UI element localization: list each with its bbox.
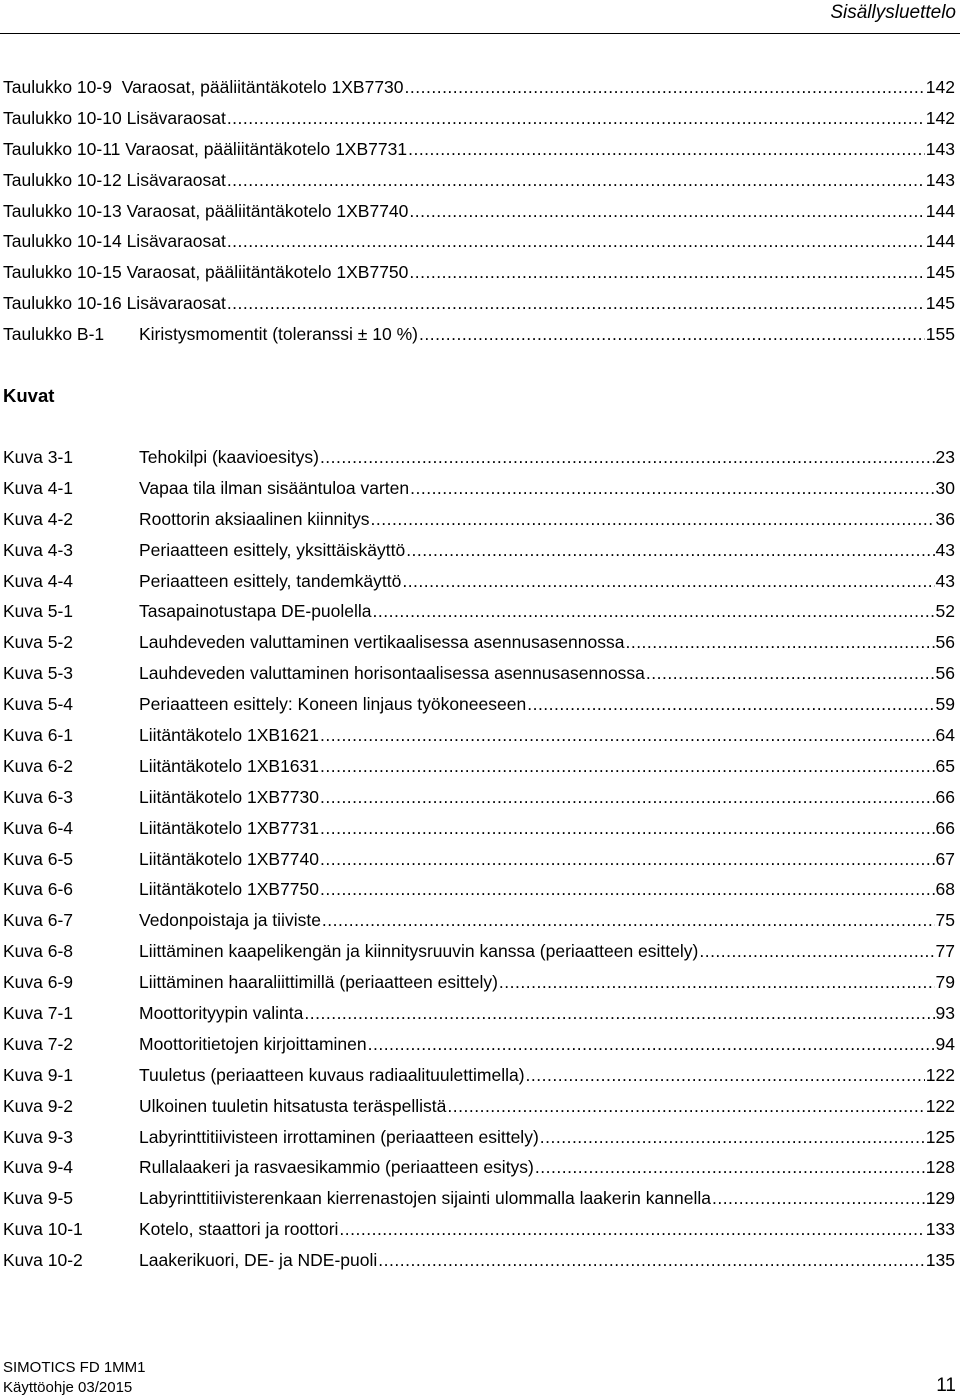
toc-entry-label: Taulukko B-1	[3, 324, 105, 345]
dot-leader	[409, 262, 924, 283]
toc-entry-page: 125	[925, 1126, 955, 1147]
toc-entry[interactable]	[3, 226, 955, 257]
toc-entry[interactable]	[3, 1091, 955, 1122]
toc-entry[interactable]	[3, 751, 955, 782]
toc-entry-page: 122	[925, 1095, 955, 1116]
page-footer	[3, 1358, 146, 1398]
toc-entry-label: Taulukko 10-9	[3, 76, 112, 97]
dot-leader	[625, 632, 934, 653]
toc-entry-label: Taulukko 10-12	[3, 169, 122, 190]
toc-entry-page: 94	[935, 1033, 955, 1054]
toc-entry[interactable]	[3, 72, 955, 103]
toc-entry-page: 122	[925, 1064, 955, 1085]
dot-leader	[227, 170, 925, 191]
tables-list	[3, 72, 955, 350]
toc-entry-label: Kuva 10-2	[3, 1250, 83, 1271]
toc-entry-label: Taulukko 10-15	[3, 262, 122, 283]
toc-entry[interactable]	[3, 782, 955, 813]
toc-entry-label: Kuva 6-2	[3, 755, 74, 776]
toc-entry-title: Rullalaakeri ja rasvaesikammio (periaatteen esitys)	[139, 1157, 534, 1178]
dot-leader	[320, 756, 935, 777]
toc-entry-label: Kuva 9-5	[3, 1188, 74, 1209]
toc-entry[interactable]	[3, 596, 955, 627]
toc-entry-title: Lisävaraosat	[126, 231, 226, 252]
toc-entry-title: Liittäminen haaraliittimillä (periaatteen esittely)	[139, 972, 498, 993]
toc-entry-page: 43	[935, 570, 955, 591]
toc-entry-page: 43	[935, 539, 955, 560]
toc-entry-page: 79	[935, 972, 955, 993]
footer-product: SIMOTICS FD 1MM1	[3, 1359, 146, 1376]
toc-entry-page: 36	[935, 508, 955, 529]
figures-heading: Kuvat	[3, 385, 55, 407]
toc-entry[interactable]	[3, 967, 955, 998]
toc-entry-label: Kuva 6-8	[3, 941, 74, 962]
toc-entry-title: Vapaa tila ilman sisääntuloa varten	[139, 477, 410, 498]
dot-leader	[320, 447, 935, 468]
toc-entry[interactable]	[3, 720, 955, 751]
toc-entry-label: Kuva 9-4	[3, 1157, 74, 1178]
toc-entry-page: 142	[925, 76, 955, 97]
toc-entry-title: Ulkoinen tuuletin hitsatusta teräspellistä	[139, 1095, 447, 1116]
figures-list	[3, 442, 955, 1276]
dot-leader	[320, 818, 935, 839]
toc-entry-title: Moottoritietojen kirjoittaminen	[139, 1033, 367, 1054]
dot-leader	[527, 694, 934, 715]
dot-leader	[227, 231, 925, 252]
toc-entry-label: Taulukko 10-11	[3, 138, 121, 159]
dot-leader	[378, 1250, 925, 1271]
dot-leader	[320, 849, 935, 870]
toc-entry-label: Taulukko 10-16	[3, 293, 122, 314]
toc-entry-label: Taulukko 10-14	[3, 231, 122, 252]
toc-entry-label: Kuva 5-4	[3, 694, 74, 715]
toc-entry-page: 145	[925, 293, 955, 314]
toc-entry[interactable]	[3, 1214, 955, 1245]
toc-entry-title: Liitäntäkotelo 1XB7730	[139, 786, 319, 807]
toc-entry-page: 56	[935, 663, 955, 684]
dot-leader	[227, 293, 925, 314]
toc-entry-title: Varaosat, pääliitäntäkotelo 1XB7750	[126, 262, 409, 283]
toc-entry-page: 68	[935, 879, 955, 900]
toc-entry[interactable]	[3, 134, 955, 165]
toc-entry-title: Tuuletus (periaatteen kuvaus radiaalituulettimella)	[139, 1064, 525, 1085]
toc-entry-page: 23	[935, 446, 955, 467]
toc-entry-page: 93	[935, 1002, 955, 1023]
dot-leader	[402, 571, 934, 592]
toc-entry-page: 143	[925, 169, 955, 190]
toc-entry-title: Labyrinttitiivisterenkaan kierrenastojen sijainti ulommalla laakerin kannella	[139, 1188, 711, 1209]
toc-entry[interactable]	[3, 936, 955, 967]
toc-entry-title: Labyrinttitiivisteen irrottaminen (periaatteen esittely)	[139, 1126, 539, 1147]
toc-entry[interactable]	[3, 1122, 955, 1153]
toc-entry[interactable]	[3, 196, 955, 227]
dot-leader	[409, 201, 924, 222]
footer-page-number: 11	[936, 1375, 956, 1396]
dot-leader	[322, 910, 935, 931]
dot-leader	[373, 601, 935, 622]
header-title: Sisällysluettelo	[830, 2, 956, 23]
toc-entry[interactable]	[3, 1060, 955, 1091]
dot-leader	[320, 725, 935, 746]
toc-entry-page: 142	[925, 107, 955, 128]
toc-entry[interactable]	[3, 905, 955, 936]
toc-entry-title: Varaosat, pääliitäntäkotelo 1XB7730	[121, 76, 404, 97]
dot-leader	[408, 139, 925, 160]
toc-entry-title: Liitäntäkotelo 1XB1631	[139, 755, 319, 776]
toc-entry[interactable]	[3, 627, 955, 658]
toc-entry-page: 144	[925, 200, 955, 221]
toc-entry[interactable]	[3, 504, 955, 535]
toc-entry-title: Tehokilpi (kaavioesitys)	[139, 446, 319, 467]
dot-leader	[526, 1065, 925, 1086]
toc-entry-page: 66	[935, 786, 955, 807]
toc-entry-title: Lisävaraosat	[126, 107, 226, 128]
toc-entry[interactable]	[3, 1153, 955, 1184]
toc-entry-page: 128	[925, 1157, 955, 1178]
toc-entry-title: Kiristysmomentit (toleranssi ± 10 %)	[139, 324, 418, 345]
toc-entry-page: 75	[935, 910, 955, 931]
toc-entry-title: Lisävaraosat	[126, 169, 226, 190]
toc-entry-page: 56	[935, 632, 955, 653]
toc-entry-title: Liittäminen kaapelikengän ja kiinnitysruuvin kanssa (periaatteen esittely)	[139, 941, 699, 962]
toc-entry-label: Kuva 7-1	[3, 1002, 74, 1023]
toc-entry-title: Lauhdeveden valuttaminen horisontaalisessa asennusasennossa	[139, 663, 645, 684]
toc-entry[interactable]	[3, 1183, 955, 1214]
toc-entry[interactable]	[3, 288, 955, 319]
toc-entry-label: Kuva 6-7	[3, 910, 74, 931]
dot-leader	[227, 108, 925, 129]
toc-entry-title: Varaosat, pääliitäntäkotelo 1XB7731	[125, 138, 408, 159]
toc-entry-label: Kuva 4-2	[3, 508, 74, 529]
toc-entry-title: Varaosat, pääliitäntäkotelo 1XB7740	[126, 200, 409, 221]
toc-entry-page: 135	[925, 1250, 955, 1271]
toc-entry-label: Kuva 3-1	[3, 446, 74, 467]
toc-entry-title: Laakerikuori, DE- ja NDE-puoli	[139, 1250, 378, 1271]
toc-entry-label: Kuva 6-6	[3, 879, 74, 900]
toc-entry-page: 143	[925, 138, 955, 159]
toc-entry-label: Kuva 5-1	[3, 601, 74, 622]
toc-entry-label: Kuva 6-3	[3, 786, 74, 807]
toc-entry-title: Moottorityypin valinta	[139, 1002, 304, 1023]
toc-entry-page: 129	[925, 1188, 955, 1209]
toc-entry-page: 67	[935, 848, 955, 869]
dot-leader	[371, 509, 935, 530]
toc-entry[interactable]	[3, 658, 955, 689]
toc-entry-label: Kuva 6-5	[3, 848, 74, 869]
toc-entry-page: 66	[935, 817, 955, 838]
toc-entry[interactable]	[3, 319, 955, 350]
toc-entry[interactable]	[3, 1245, 955, 1276]
toc-entry-page: 155	[925, 324, 955, 345]
toc-entry-title: Kotelo, staattori ja roottori	[139, 1219, 339, 1240]
toc-entry-page: 64	[935, 724, 955, 745]
dot-leader	[447, 1096, 924, 1117]
toc-entry[interactable]	[3, 165, 955, 196]
footer-doc: Käyttöohje 03/2015	[3, 1379, 133, 1396]
toc-entry[interactable]	[3, 844, 955, 875]
toc-entry-label: Kuva 4-1	[3, 477, 74, 498]
dot-leader	[419, 324, 925, 345]
page-header	[0, 0, 960, 24]
dot-leader	[540, 1127, 925, 1148]
dot-leader	[535, 1157, 925, 1178]
toc-entry[interactable]	[3, 998, 955, 1029]
toc-entry-page: 30	[935, 477, 955, 498]
toc-entry[interactable]	[3, 535, 955, 566]
toc-entry-title: Periaatteen esittely: Koneen linjaus työkoneeseen	[139, 694, 527, 715]
table-of-contents	[3, 72, 955, 1276]
toc-entry-title: Vedonpoistaja ja tiiviste	[139, 910, 321, 931]
toc-entry[interactable]	[3, 689, 955, 720]
toc-entry-label: Kuva 6-1	[3, 724, 74, 745]
toc-entry-title: Liitäntäkotelo 1XB7750	[139, 879, 319, 900]
toc-entry-title: Periaatteen esittely, tandemkäyttö	[139, 570, 402, 591]
toc-entry[interactable]	[3, 257, 955, 288]
toc-entry-label: Kuva 10-1	[3, 1219, 83, 1240]
toc-entry-page: 133	[925, 1219, 955, 1240]
toc-entry-label: Kuva 7-2	[3, 1033, 74, 1054]
dot-leader	[368, 1034, 935, 1055]
dot-leader	[406, 540, 934, 561]
toc-entry-title: Liitäntäkotelo 1XB7731	[139, 817, 319, 838]
toc-entry-title: Periaatteen esittely, yksittäiskäyttö	[139, 539, 406, 560]
toc-entry-page: 52	[935, 601, 955, 622]
toc-entry-label: Kuva 5-3	[3, 663, 74, 684]
toc-entry-page: 144	[925, 231, 955, 252]
toc-entry[interactable]	[3, 103, 955, 134]
toc-entry-label: Kuva 6-4	[3, 817, 74, 838]
dot-leader	[339, 1219, 924, 1240]
toc-entry-label: Kuva 9-1	[3, 1064, 74, 1085]
toc-entry-page: 59	[935, 694, 955, 715]
toc-entry[interactable]	[3, 473, 955, 504]
toc-entry-label: Kuva 4-4	[3, 570, 74, 591]
toc-entry[interactable]	[3, 1029, 955, 1060]
toc-entry-label: Taulukko 10-10	[3, 107, 122, 128]
toc-entry-label: Kuva 4-3	[3, 539, 74, 560]
toc-entry-page: 145	[925, 262, 955, 283]
dot-leader	[410, 478, 934, 499]
toc-entry-title: Liitäntäkotelo 1XB1621	[139, 724, 319, 745]
toc-entry-title: Liitäntäkotelo 1XB7740	[139, 848, 319, 869]
toc-entry-label: Taulukko 10-13	[3, 200, 122, 221]
toc-entry-label: Kuva 6-9	[3, 972, 74, 993]
toc-entry[interactable]	[3, 566, 955, 597]
toc-entry-title: Roottorin aksiaalinen kiinnitys	[139, 508, 370, 529]
dot-leader	[712, 1188, 925, 1209]
dot-leader	[304, 1003, 934, 1024]
toc-entry-title: Lisävaraosat	[126, 293, 226, 314]
toc-entry-label: Kuva 5-2	[3, 632, 74, 653]
toc-entry-title: Lauhdeveden valuttaminen vertikaalisessa asennusasennossa	[139, 632, 625, 653]
dot-leader	[320, 787, 935, 808]
dot-leader	[699, 941, 934, 962]
toc-entry[interactable]	[3, 813, 955, 844]
toc-entry-label: Kuva 9-2	[3, 1095, 74, 1116]
toc-entry-title: Tasapainotustapa DE-puolella	[139, 601, 372, 622]
dot-leader	[646, 663, 935, 684]
toc-entry-label: Kuva 9-3	[3, 1126, 74, 1147]
header-divider	[0, 33, 960, 34]
toc-entry-separator	[112, 77, 122, 98]
dot-leader	[499, 972, 935, 993]
toc-entry-page: 65	[935, 755, 955, 776]
toc-entry[interactable]	[3, 874, 955, 905]
toc-entry[interactable]	[3, 442, 955, 473]
dot-leader	[320, 879, 935, 900]
dot-leader	[405, 77, 925, 98]
toc-entry-page: 77	[935, 941, 955, 962]
